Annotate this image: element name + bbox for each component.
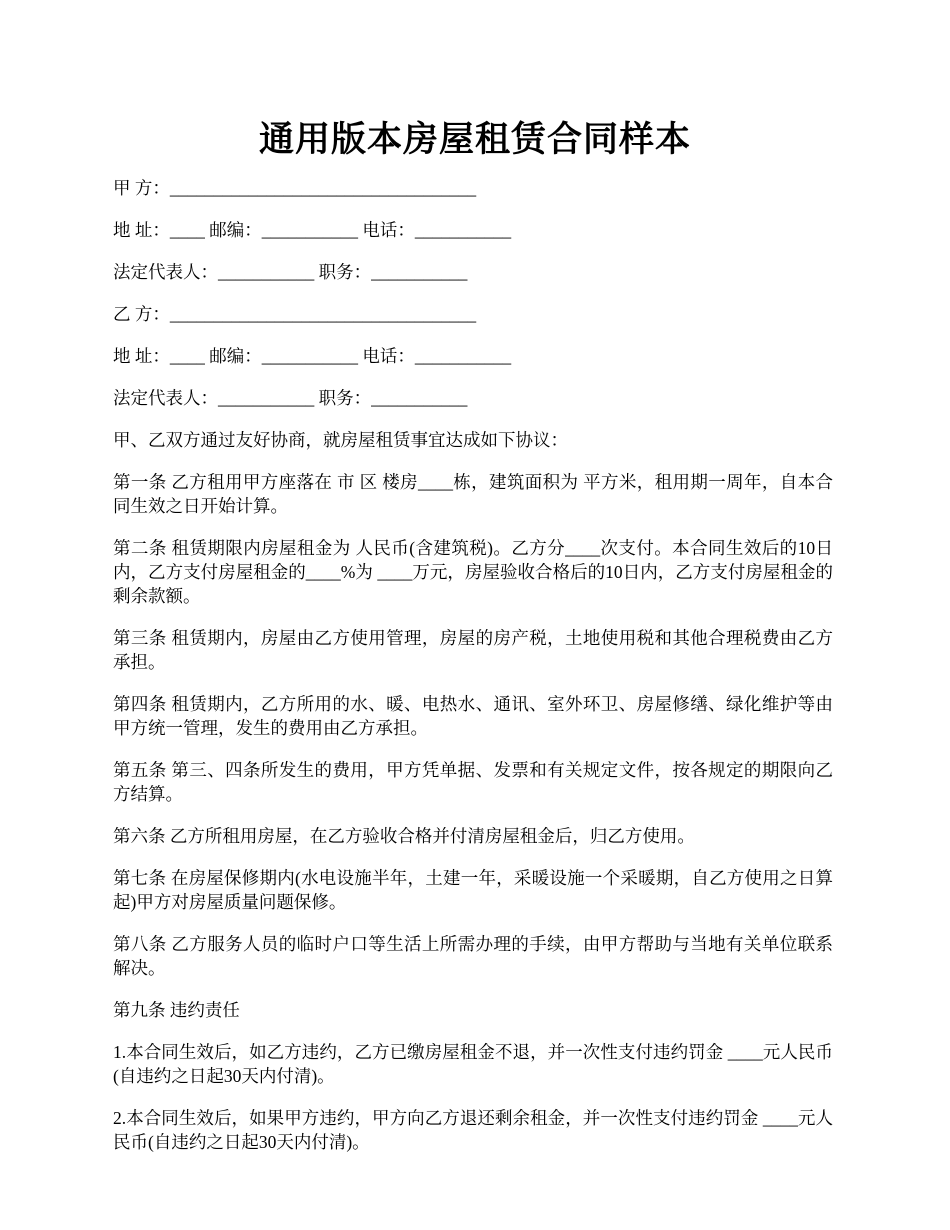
article-9-heading: 第九条 违约责任 — [113, 1000, 240, 1020]
party-a-address-line: 地 址：____ 邮编：___________ 电话：___________ — [113, 220, 512, 240]
article-3: 第三条 租赁期内，房屋由乙方使用管理，房屋的房产税，土地使用税和其他合理税费由乙方承担。 — [113, 628, 833, 672]
article-7: 第七条 在房屋保修期内(水电设施半年，土建一年，采暖设施一个采暖期，自乙方使用之日算起)甲方对房屋质量问题保修。 — [113, 868, 833, 912]
article-5: 第五条 第三、四条所发生的费用，甲方凭单据、发票和有关规定文件，按各规定的期限向乙方结算。 — [113, 760, 833, 804]
document-body — [113, 176, 833, 1172]
party-a-representative-line: 法定代表人：___________ 职务：___________ — [113, 262, 468, 282]
article-2: 第二条 租赁期限内房屋租金为 人民币(含建筑税)。乙方分____次支付。本合同生效后的10日内，乙方支付房屋租金的____%为 ____万元，房屋验收合格后的10日内，乙方支付房屋租金的剩余款额。 — [113, 538, 833, 606]
article-1: 第一条 乙方租用甲方座落在 市 区 楼房____栋，建筑面积为 平方米，租用期一周年，自本合同生效之日开始计算。 — [113, 472, 833, 516]
article-8: 第八条 乙方服务人员的临时户口等生活上所需办理的手续，由甲方帮助与当地有关单位联系解决。 — [113, 934, 833, 978]
party-b-name-line: 乙 方：___________________________________ — [113, 304, 477, 324]
document-title: 通用版本房屋租赁合同样本 — [258, 120, 691, 159]
intro-paragraph: 甲、乙双方通过友好协商，就房屋租赁事宜达成如下协议： — [113, 430, 568, 450]
party-b-address-line: 地 址：____ 邮编：___________ 电话：___________ — [113, 346, 512, 366]
party-b-representative-line: 法定代表人：___________ 职务：___________ — [113, 388, 468, 408]
breach-clause-1: 1.本合同生效后，如乙方违约，乙方已缴房屋租金不退，并一次性支付违约罚金 ____元人民币(自违约之日起30天内付清)。 — [113, 1042, 833, 1086]
article-4: 第四条 租赁期内，乙方所用的水、暖、电热水、通讯、室外环卫、房屋修缮、绿化维护等由甲方统一管理，发生的费用由乙方承担。 — [113, 694, 833, 738]
party-a-name-line: 甲 方：___________________________________ — [113, 178, 477, 198]
article-6: 第六条 乙方所租用房屋，在乙方验收合格并付清房屋租金后，归乙方使用。 — [113, 826, 695, 846]
breach-clause-2: 2.本合同生效后，如果甲方违约，甲方向乙方退还剩余租金，并一次性支付违约罚金 ____元人民币(自违约之日起30天内付清)。 — [113, 1108, 833, 1152]
